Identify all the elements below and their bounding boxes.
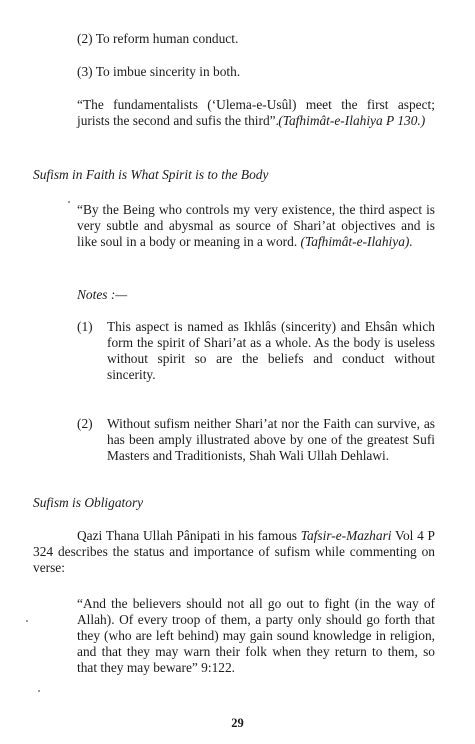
- section-heading-obligatory: Sufism is Obligatory: [33, 495, 144, 510]
- scan-speck: [38, 690, 40, 692]
- paragraph-text-start: Qazi Thana Ullah Pânipati in his famous: [77, 528, 301, 543]
- paragraph-mazhari: [33, 528, 435, 576]
- note-text: Without sufism neither Shari’at nor the Faith can survive, as has been amply illustrated above by one of the greatest Sufi Masters and Traditionists, Shah Wali Ullah Dehlawi.: [107, 416, 435, 463]
- note-number: (2): [77, 416, 93, 431]
- quote-citation: (Tafhimât-e-Ilahiya).: [300, 234, 413, 249]
- paragraph-text-end: Vol 4 P 324 describes the status and importance of sufism while commenting on verse:: [33, 528, 435, 575]
- note-number: (1): [77, 319, 93, 334]
- list-item-2: (2) To reform human conduct.: [77, 31, 239, 46]
- quote-text: “By the Being who controls my very existence, the third aspect is very subtle and abysmal as source of Shari’at objectives and is like soul in a body or meaning in a word.: [77, 202, 435, 249]
- notes-label: Notes :—: [77, 287, 128, 302]
- note-1: [77, 319, 435, 399]
- section-heading-spirit: Sufism in Faith is What Spirit is to the Body: [33, 167, 269, 182]
- note-2: [77, 416, 435, 480]
- note-text: This aspect is named as Ikhlâs (sincerity) and Ehsân which form the spirit of Shari’at as a whole. As the body is useless without spirit so are the beliefs and conduct without sincerity.: [107, 319, 435, 382]
- quote-being: [77, 202, 435, 250]
- quote-believers: “And the believers should not all go out to fight (in the way of Allah). Of every troop of them, a party only should go forth that they (who are left behind) may gain sound knowledge in religion, and that they may warn their folk when they return to them, so that they may beware” 9:122.: [77, 596, 435, 675]
- quote-text: “The fundamentalists (‘Ulema-e-Usûl) meet the first aspect; jurists the second and sufis the third”.: [77, 97, 435, 128]
- scan-speck: [68, 201, 70, 203]
- quote-citation: (Tafhimât-e-Ilahiya P 130.): [278, 113, 426, 128]
- quote-fundamentalists: [77, 97, 435, 129]
- scan-speck: [26, 620, 28, 622]
- book-title: Tafsir-e-Mazhari: [300, 528, 392, 543]
- page-number: 29: [231, 716, 244, 730]
- list-item-3: (3) To imbue sincerity in both.: [77, 64, 241, 79]
